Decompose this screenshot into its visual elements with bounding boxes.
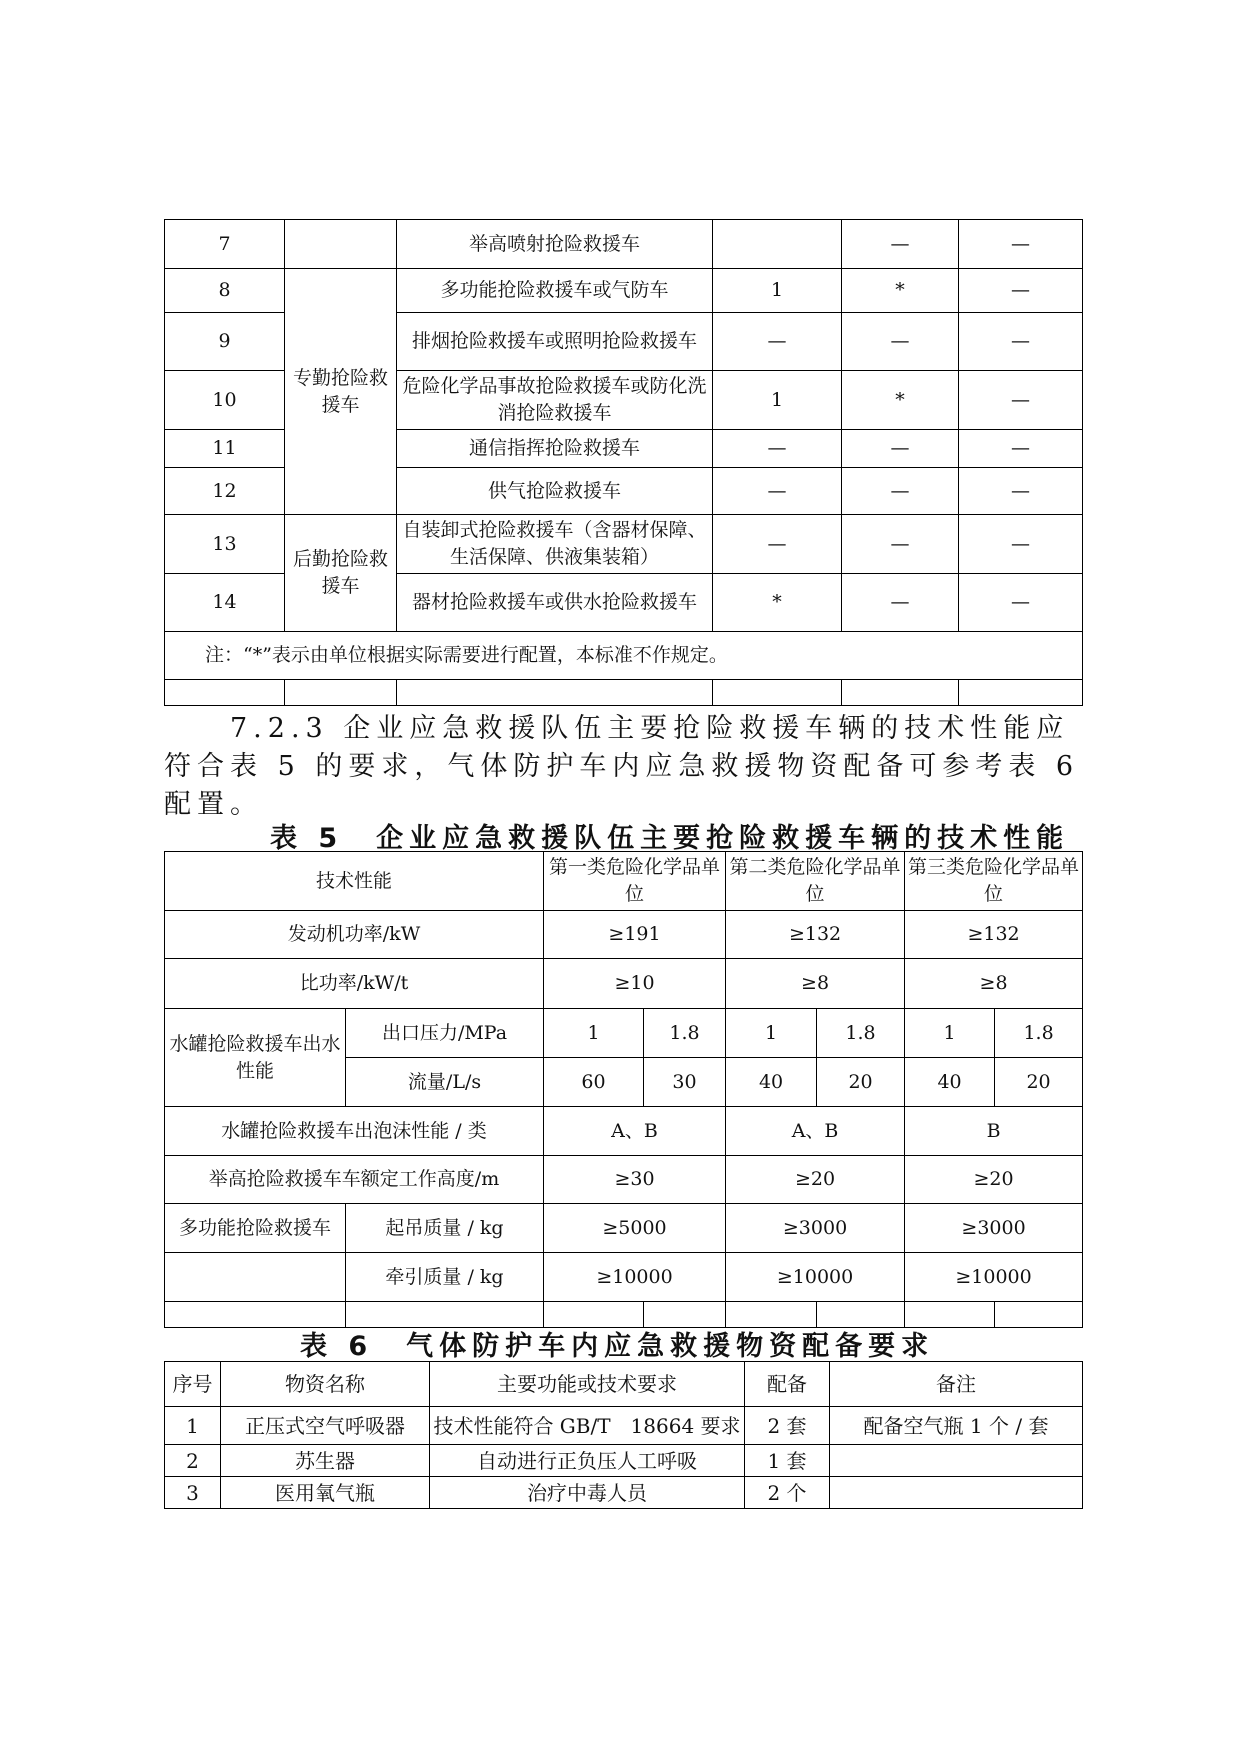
class2-value: ≥3000 [726, 1204, 905, 1253]
class3-value: — [959, 313, 1083, 371]
class2-value: — [842, 313, 959, 371]
class1-value: — [713, 515, 842, 574]
class2-value: * [842, 269, 959, 313]
table6-caption: 表 6 气体防护车内应急救援物资配备要求 [300, 1331, 935, 1362]
class3-value: ≥3000 [905, 1204, 1083, 1253]
class2-value: ≥8 [726, 959, 905, 1009]
class2-value: — [842, 430, 959, 468]
class3-value: B [905, 1107, 1083, 1156]
class3-value: ≥10000 [905, 1253, 1083, 1302]
class1-value: — [713, 430, 842, 468]
class2-value: — [842, 220, 959, 269]
class3-value: ≥20 [905, 1156, 1083, 1204]
class1-value [713, 220, 842, 269]
row-number: 1 [165, 1407, 221, 1445]
table-row [165, 269, 1083, 313]
supplies-table [164, 1361, 1083, 1509]
table-row [165, 1204, 1083, 1253]
vehicle-name: 器材抢险救援车或供水抢险救援车 [397, 574, 713, 632]
table-row [165, 220, 1083, 269]
class3-value: — [959, 515, 1083, 574]
class2-value: — [842, 574, 959, 632]
value-cell: 1.8 [817, 1009, 905, 1058]
value-cell: 1 [905, 1009, 995, 1058]
sub-label: 起吊质量 / kg [346, 1204, 544, 1253]
class2-value: — [842, 468, 959, 515]
class2-value: ≥132 [726, 911, 905, 959]
header-cell: 主要功能或技术要求 [430, 1362, 745, 1407]
class2-value: * [842, 371, 959, 430]
row-number: 10 [165, 371, 285, 430]
vehicle-name: 危险化学品事故抢险救援车或防化洗消抢险救援车 [397, 371, 713, 430]
row-number: 8 [165, 269, 285, 313]
paragraph-line: 配置。 [164, 789, 263, 820]
class1-value: — [713, 313, 842, 371]
class2-value: ≥20 [726, 1156, 905, 1204]
class3-value: — [959, 574, 1083, 632]
table-row [165, 1107, 1083, 1156]
item-remark [830, 1445, 1083, 1477]
vehicle-name: 通信指挥抢险救援车 [397, 430, 713, 468]
class2-value: A、B [726, 1107, 905, 1156]
sub-label: 流量/L/s [346, 1058, 544, 1107]
class3-value: — [959, 430, 1083, 468]
class1-value: 1 [713, 371, 842, 430]
header-row [165, 852, 1083, 911]
header-row [165, 1362, 1083, 1407]
value-cell: 20 [817, 1058, 905, 1107]
value-cell: 30 [644, 1058, 726, 1107]
class1-value: A、B [544, 1107, 726, 1156]
class2-value: — [842, 515, 959, 574]
item-remark [830, 1477, 1083, 1509]
category-cell: 后勤抢险救援车 [285, 515, 397, 632]
class3-value: — [959, 371, 1083, 430]
row-number: 14 [165, 574, 285, 632]
section-paragraph [164, 710, 1082, 824]
class1-value: ≥10 [544, 959, 726, 1009]
sub-label: 出口压力/MPa [346, 1009, 544, 1058]
class1-value: 1 [713, 269, 842, 313]
paragraph-line: 符合表 5 的要求，气体防护车内应急救援物资配备可参考表 6 [164, 751, 1080, 782]
table-row [165, 1253, 1083, 1302]
table-row [165, 1477, 1083, 1509]
class3-value: — [959, 269, 1083, 313]
header-class2: 第二类危险化学品单位 [726, 852, 905, 911]
value-cell: 1 [544, 1009, 644, 1058]
vehicle-name: 举高喷射抢险救援车 [397, 220, 713, 269]
category-cell: 专勤抢险救援车 [285, 269, 397, 515]
item-name: 苏生器 [221, 1445, 430, 1477]
value-cell: 40 [726, 1058, 817, 1107]
table-row [165, 1445, 1083, 1477]
category-cell [285, 220, 397, 269]
value-cell: 40 [905, 1058, 995, 1107]
row-number: 12 [165, 468, 285, 515]
row-number: 9 [165, 313, 285, 371]
class1-value: — [713, 468, 842, 515]
value-cell: 1 [726, 1009, 817, 1058]
row-label: 水罐抢险救援车出水性能 [165, 1009, 346, 1107]
row-number: 11 [165, 430, 285, 468]
table-row [165, 959, 1083, 1009]
item-requirement: 治疗中毒人员 [430, 1477, 745, 1509]
value-cell: 1.8 [644, 1009, 726, 1058]
header-cell: 备注 [830, 1362, 1083, 1407]
row-number: 2 [165, 1445, 221, 1477]
sub-label: 牵引质量 / kg [346, 1253, 544, 1302]
row-number: 13 [165, 515, 285, 574]
row-label: 举高抢险救援车车额定工作高度/m [165, 1156, 544, 1204]
table-row [165, 515, 1083, 574]
item-quantity: 1 套 [745, 1445, 830, 1477]
header-label: 技术性能 [165, 852, 544, 911]
item-name: 正压式空气呼吸器 [221, 1407, 430, 1445]
value-cell: 1.8 [995, 1009, 1083, 1058]
item-remark: 配备空气瓶 1 个 / 套 [830, 1407, 1083, 1445]
vehicle-name: 排烟抢险救援车或照明抢险救援车 [397, 313, 713, 371]
note-row [165, 632, 1083, 680]
value-cell: 60 [544, 1058, 644, 1107]
row-label: 发动机功率/kW [165, 911, 544, 959]
item-requirement: 技术性能符合 GB/T 18664 要求 [430, 1407, 745, 1445]
header-class3: 第三类危险化学品单位 [905, 852, 1083, 911]
row-number: 7 [165, 220, 285, 269]
paragraph-line: 7.2.3 企业应急救援队伍主要抢险救援车辆的技术性能应 [230, 713, 1070, 744]
class1-value: ≥191 [544, 911, 726, 959]
empty-row [165, 680, 1083, 706]
item-requirement: 自动进行正负压人工呼吸 [430, 1445, 745, 1477]
class1-value: ≥30 [544, 1156, 726, 1204]
row-label: 多功能抢险救援车 [165, 1204, 346, 1253]
table-row [165, 1009, 1083, 1058]
table-row [165, 1156, 1083, 1204]
class1-value: ≥5000 [544, 1204, 726, 1253]
table-note: 注：“*”表示由单位根据实际需要进行配置，本标准不作规定。 [165, 632, 1083, 680]
class3-value: — [959, 220, 1083, 269]
item-quantity: 2 个 [745, 1477, 830, 1509]
item-quantity: 2 套 [745, 1407, 830, 1445]
header-cell: 物资名称 [221, 1362, 430, 1407]
class1-value: ≥10000 [544, 1253, 726, 1302]
table5-caption: 表 5 企业应急救援队伍主要抢险救援车辆的技术性能 [270, 823, 1070, 854]
technical-performance-table [164, 851, 1083, 1328]
class3-value: ≥132 [905, 911, 1083, 959]
header-cell: 序号 [165, 1362, 221, 1407]
header-cell: 配备 [745, 1362, 830, 1407]
item-name: 医用氧气瓶 [221, 1477, 430, 1509]
class3-value: — [959, 468, 1083, 515]
vehicle-name: 自装卸式抢险救援车（含器材保障、生活保障、供液集装箱） [397, 515, 713, 574]
class1-value: * [713, 574, 842, 632]
class3-value: ≥8 [905, 959, 1083, 1009]
row-label: 比功率/kW/t [165, 959, 544, 1009]
header-class1: 第一类危险化学品单位 [544, 852, 726, 911]
vehicle-config-table [164, 219, 1083, 706]
vehicle-name: 供气抢险救援车 [397, 468, 713, 515]
row-label: 水罐抢险救援车出泡沫性能 / 类 [165, 1107, 544, 1156]
table-row [165, 1407, 1083, 1445]
vehicle-name: 多功能抢险救援车或气防车 [397, 269, 713, 313]
value-cell: 20 [995, 1058, 1083, 1107]
table-row [165, 911, 1083, 959]
row-number: 3 [165, 1477, 221, 1509]
class2-value: ≥10000 [726, 1253, 905, 1302]
